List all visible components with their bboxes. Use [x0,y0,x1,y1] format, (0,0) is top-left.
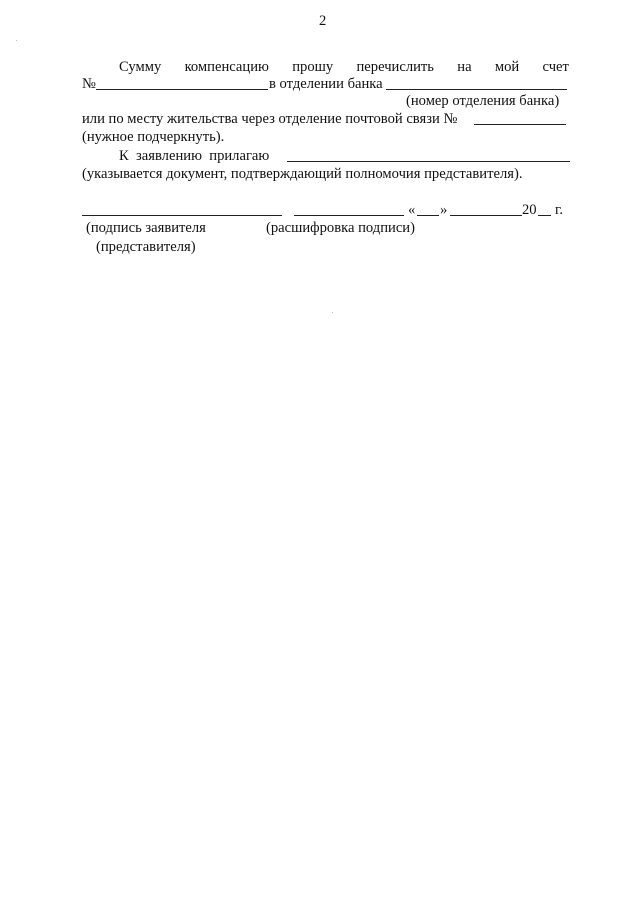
word: мой [494,59,520,75]
date-year-blank[interactable] [538,215,551,216]
signature-hint: (подпись заявителя [86,220,206,236]
date-quote-open: « [408,202,416,218]
date-day-blank[interactable] [417,215,439,216]
word: прошу [292,59,334,75]
attachment-label: К заявлению прилагаю [119,148,270,164]
word: Сумму [119,59,162,75]
date-month-blank[interactable] [450,215,522,216]
scan-speck [332,312,333,313]
post-office-label: или по месту жительства через отделение почтовой связи № [82,111,458,127]
bank-branch-blank[interactable] [386,89,567,90]
signature-decode-blank[interactable] [294,215,404,216]
compensation-sentence-line [119,58,569,76]
date-year-prefix: 20 [522,202,537,218]
scan-speck [16,40,17,41]
account-number-sign: № [82,76,96,92]
word: на [457,59,472,75]
post-office-blank[interactable] [474,124,566,125]
signature-decode-hint: (расшифровка подписи) [266,220,415,236]
account-number-blank[interactable] [96,89,268,90]
attachment-blank[interactable] [287,161,570,162]
bank-branch-hint: (номер отделения банка) [406,93,560,109]
underline-note: (нужное подчеркнуть). [82,129,225,145]
date-quote-close: » [440,202,448,218]
representative-hint: (представителя) [96,239,196,255]
page-number: 2 [319,13,327,29]
signature-blank[interactable] [82,215,282,216]
date-year-suffix: г. [555,202,563,218]
bank-branch-label: в отделении банка [269,76,383,92]
word: счет [542,59,569,75]
word: перечислить [356,59,434,75]
word: компенсацию [184,59,269,75]
attachment-hint: (указывается документ, подтверждающий полномочия представителя). [82,166,523,182]
